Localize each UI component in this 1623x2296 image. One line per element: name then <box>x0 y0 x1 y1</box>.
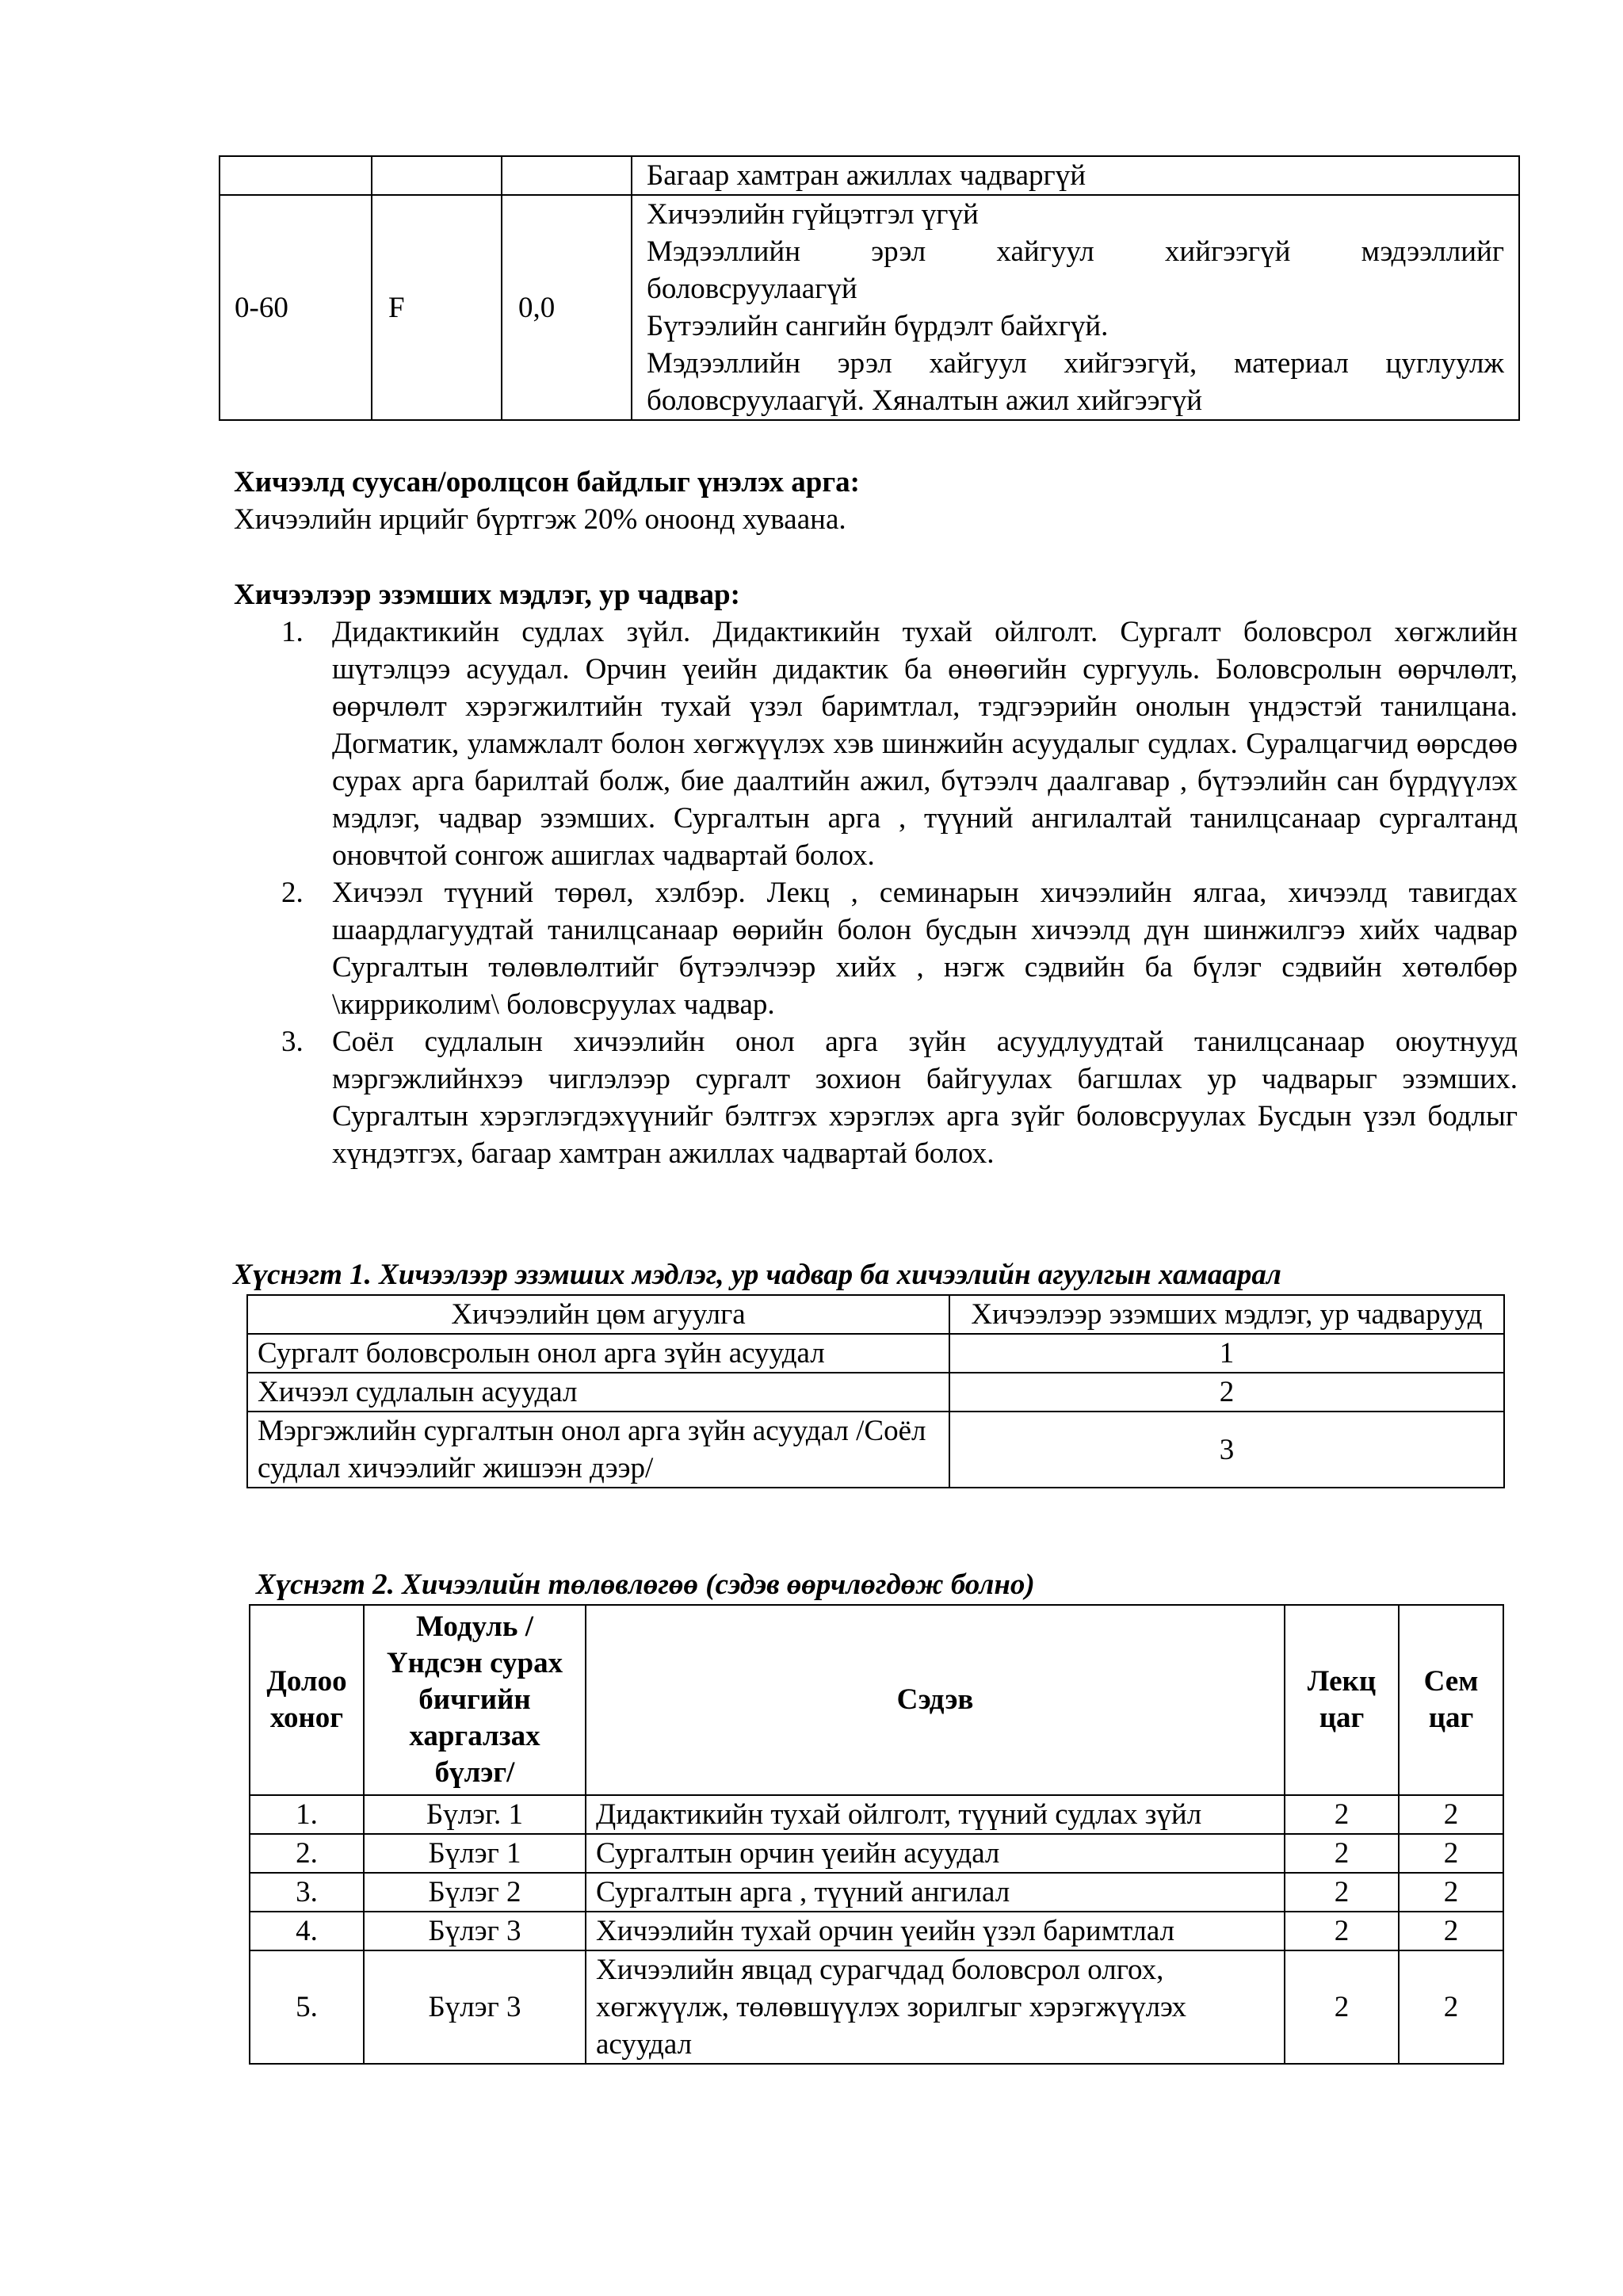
module-cell: Бүлэг 3 <box>364 1912 586 1950</box>
table-header-cell: Долоо хоног <box>250 1605 364 1795</box>
table-row <box>250 1795 1503 1834</box>
list-item-number: 2. <box>281 877 304 909</box>
table-header-row <box>247 1295 1504 1334</box>
grade-point-cell <box>502 156 632 195</box>
topic-cell: Дидактикийн тухай ойлголт, түүний судлах зүйл <box>586 1795 1285 1834</box>
table-header-cell: Модуль /Үндсэн сурах бичгийн харгалзах бүлэг/ <box>364 1605 586 1795</box>
grade-description-line: боловсруулаагүй <box>647 273 857 305</box>
grade-description-line: Мэдээллийн эрэл хайгуул хийгээгүй, материал цуглуулж <box>647 347 1504 380</box>
list-item-text: Дидактикийн судлах зүйл. Дидактикийн тухай ойлголт. Сургалт боловсрол хөгжлийн шүтэлцээ асуудал. Орчин үеийн дидактик ба өнөөгийн сургууль. Боловсролын өөрчлөлт, өөрчлөлт хэрэгжилтийн тухай үзэл баримтлал, тэдгээрийн онолын үндэстэй танилцана. Догматик, уламжлалт болон хөгжүүлэх хэв шинжийн асуудалыг судлах. Суралцагчид өөрсдөө сурах арга барилтай болж, бие даалтийн ажил, бүтээлч даалгавар , бүтээлийн сан бүрдүүлэх мэдлэг, чадвар эзэмших. Сургалтын арга , түүний ангилалтай танилцсанаар сургалтанд оновчтой сонгож ашиглах чадвартай болох. <box>332 616 1518 872</box>
grade-description-line: Хичээлийн гүйцэтгэл үгүй <box>647 198 979 231</box>
week-cell: 5. <box>250 1950 364 2064</box>
table-header-row <box>250 1605 1503 1795</box>
attendance-heading: Хичээлд суусан/оролцсон байдлыг үнэлэх арга: <box>234 466 860 499</box>
table-header-cell: Хичээлээр эзэмших мэдлэг, ур чадварууд <box>949 1295 1504 1334</box>
topic-cell: Сургалтын орчин үеийн асуудал <box>586 1834 1285 1873</box>
list-item <box>234 1023 1518 1172</box>
table1-caption: Хүснэгт 1. Хичээлээр эзэмших мэдлэг, ур чадвар ба хичээлийн агуулгын хамаарал <box>233 1259 1281 1291</box>
table-row <box>247 1412 1504 1488</box>
content-cell: Хичээл судлалын асуудал <box>247 1373 949 1412</box>
table-row <box>250 1950 1503 2064</box>
grade-description-line: Бүтээлийн сангийн бүрдэлт байхгүй. <box>647 310 1109 342</box>
grade-range-cell: 0-60 <box>220 195 372 420</box>
table-row <box>250 1912 1503 1950</box>
list-item-number: 3. <box>281 1026 304 1058</box>
grade-description-line: боловсруулаагүй. Хяналтын ажил хийгээгүй <box>647 384 1202 417</box>
table-row <box>247 1373 1504 1412</box>
seminar-hours-cell: 2 <box>1399 1912 1503 1950</box>
table-header-cell: Лекц цаг <box>1285 1605 1399 1795</box>
table-header-cell: Хичээлийн цөм агуулга <box>247 1295 949 1334</box>
topic-cell: Хичээлийн явцад сурагчдад боловсрол олгох, хөгжүүлж, төлөвшүүлэх зорилгыг хэрэгжүүлэх асуудал <box>586 1950 1285 2064</box>
table-row <box>220 156 1519 195</box>
topic-cell: Хичээлийн тухай орчин үеийн үзэл баримтлал <box>586 1912 1285 1950</box>
lecture-hours-cell: 2 <box>1285 1873 1399 1912</box>
skills-list <box>234 613 1518 1172</box>
skill-cell: 3 <box>949 1412 1504 1488</box>
module-cell: Бүлэг 3 <box>364 1950 586 2064</box>
seminar-hours-cell: 2 <box>1399 1873 1503 1912</box>
seminar-hours-cell: 2 <box>1399 1950 1503 2064</box>
grade-description: Багаар хамтран ажиллах чадваргүй <box>647 159 1086 192</box>
table-header-cell: Сем цаг <box>1399 1605 1503 1795</box>
module-cell: Бүлэг 2 <box>364 1873 586 1912</box>
table-row <box>220 195 1519 420</box>
lecture-hours-cell: 2 <box>1285 1795 1399 1834</box>
skills-heading: Хичээлээр эзэмших мэдлэг, ур чадвар: <box>234 579 740 611</box>
skill-cell: 1 <box>949 1334 1504 1373</box>
content-cell: Мэргэжлийн сургалтын онол арга зүйн асуудал /Соёл судлал хичээлийг жишээн дээр/ <box>247 1412 949 1488</box>
list-item <box>234 874 1518 1023</box>
list-item-text: Соёл судлалын хичээлийн онол арга зүйн асуудлуудтай танилцсанаар оюутнууд мэргэжлийнхээ чиглэлээр сургалт зохион байгуулах багшлах ур чадварыг эзэмших. Сургалтын хэрэглэгдэхүүнийг бэлтгэх хэрэглэх арга зүйг боловсруулах Бусдын үзэл бодлыг хүндэтгэх, багаар хамтран ажиллах чадвартай болох. <box>332 1026 1518 1170</box>
lecture-hours-cell: 2 <box>1285 1834 1399 1873</box>
table-row <box>247 1334 1504 1373</box>
table-row <box>250 1873 1503 1912</box>
seminar-hours-cell: 2 <box>1399 1795 1503 1834</box>
week-cell: 3. <box>250 1873 364 1912</box>
grade-letter-cell: F <box>372 195 502 420</box>
lecture-hours-cell: 2 <box>1285 1950 1399 2064</box>
week-cell: 2. <box>250 1834 364 1873</box>
lecture-hours-cell: 2 <box>1285 1912 1399 1950</box>
grade-letter-cell <box>372 156 502 195</box>
grade-point-cell: 0,0 <box>502 195 632 420</box>
list-item-number: 1. <box>281 616 304 648</box>
list-item <box>234 613 1518 874</box>
table-header-cell: Сэдэв <box>586 1605 1285 1795</box>
table2-caption: Хүснэгт 2. Хичээлийн төлөвлөгөө (сэдэв өөрчлөгдөж болно) <box>256 1568 1035 1601</box>
grade-range-cell <box>220 156 372 195</box>
module-cell: Бүлэг 1 <box>364 1834 586 1873</box>
seminar-hours-cell: 2 <box>1399 1834 1503 1873</box>
week-cell: 1. <box>250 1795 364 1834</box>
grading-table <box>219 155 1520 421</box>
content-cell: Сургалт боловсролын онол арга зүйн асуудал <box>247 1334 949 1373</box>
grade-description-cell <box>632 156 1519 195</box>
module-cell: Бүлэг. 1 <box>364 1795 586 1834</box>
list-item-text: Хичээл түүний төрөл, хэлбэр. Лекц , семинарын хичээлийн ялгаа, хичээлд тавигдах шаардлагуудтай танилцсанаар өөрийн болон бусдын хичээлд дүн шинжилгээ хийх чадвар Сургалтын төлөвлөлтийг бүтээлчээр хийх , нэгж сэдвийн ба бүлэг сэдвийн хөтөлбөр \кирриколим\ боловсруулах чадвар. <box>332 877 1518 1021</box>
course-plan-table <box>249 1604 1504 2065</box>
skill-cell: 2 <box>949 1373 1504 1412</box>
grade-description-line: Мэдээллийн эрэл хайгуул хийгээгүй мэдээллийг <box>647 235 1504 268</box>
attendance-text: Хичээлийн ирцийг бүртгэж 20% оноонд хуваана. <box>234 503 846 536</box>
content-skill-table <box>246 1294 1505 1488</box>
attendance-section <box>234 464 1518 538</box>
week-cell: 4. <box>250 1912 364 1950</box>
table-row <box>250 1834 1503 1873</box>
topic-cell: Сургалтын арга , түүний ангилал <box>586 1873 1285 1912</box>
grade-description-cell <box>632 195 1519 420</box>
